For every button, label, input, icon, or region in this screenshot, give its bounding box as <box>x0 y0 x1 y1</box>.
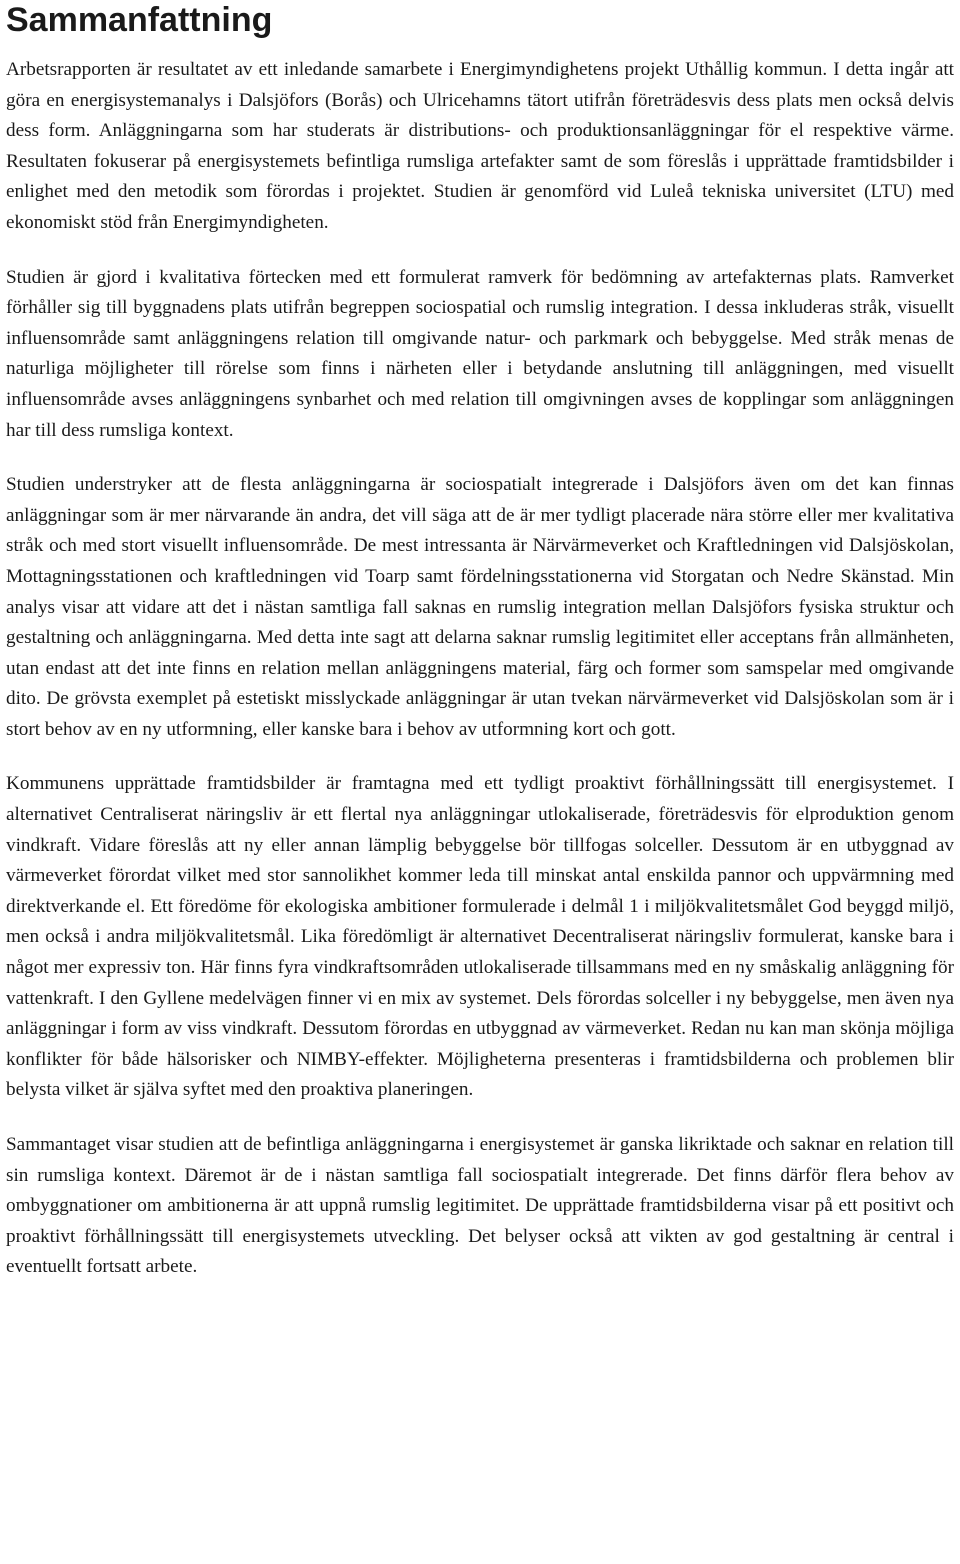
paragraph-3: Studien understryker att de flesta anläggningarna är sociospatialt integrerade i Dalsjöfors även om det kan finnas anläggningar som är mer närvarande än andra, det vill säga att de är mer tydligt placerade nära större eller mer kvalitativa stråk och med stort visuellt influensområde. De mest intressanta är Närvärmeverket och Kraftledningen vid Dalsjöskolan, Mottagningsstationen och kraftledningen vid Toarp samt fördelningsstationerna vid Storgatan och Nedre Skänstad. Min analys visar att vidare att det i nästan samtliga fall saknas en rumslig integration mellan Dalsjöfors fysiska struktur och gestaltning och anläggningarna. Med detta inte sagt att delarna saknar rumslig legitimitet eller acceptans från allmänheten, utan endast att det inte finns en relation mellan anläggningens material, färg och former som samspelar med omgivande dito. De grövsta exemplet på estetiskt misslyckade anläggningar är utan tvekan närvärmeverket vid Dalsjöskolan som är i stort behov av en ny utformning, eller kanske bara i behov av utformning kort och gott. <box>6 474 954 740</box>
paragraph-5: Sammantaget visar studien att de befintliga anläggningarna i energisystemet är ganska likriktade och saknar en relation till sin rumsliga kontext. Däremot är de i nästan samtliga fall sociospatialt integrerade. Det finns därför flera behov av ombyggnationer om ambitionerna är att uppnå rumslig legitimitet. De upprättade framtidsbilderna visar på ett positivt och proaktivt förhållningssätt till energisystemets utveckling. Det belyser också att vikten av god gestaltning är central i eventuellt fortsatt arbete. <box>6 1134 954 1278</box>
page-title: Sammanfattning <box>6 1 273 39</box>
document-page <box>6 0 954 1283</box>
paragraph-2: Studien är gjord i kvalitativa förtecken med ett formulerat ramverk för bedömning av artefakternas plats. Ramverket förhåller sig till byggnadens plats utifrån begreppen sociospatial och rumslig integration. I dessa inkluderas stråk, visuellt influensområde samt anläggningens relation till omgivande natur- och parkmark och bebyggelse. Med stråk menas de naturliga möjligheter till rörelse som finns i närheten eller i betydande anslutning till anläggningen, med visuellt influensområde avses anläggningens synbarhet och med relation till omgivningen avses de kopplingar som anläggningen har till dess rumsliga kontext. <box>6 266 954 441</box>
paragraph-4: Kommunens upprättade framtidsbilder är framtagna med ett tydligt proaktivt förhållningssätt till energisystemet. I alternativet Centraliserat näringsliv är ett flertal nya anläggningar utlokaliserade, företrädesvis för elproduktion genom vindkraft. Vidare föreslås att ny eller annan lämplig bebyggelse bör tillfogas solceller. Dessutom är en utbyggnad av värmeverket förordat vilket med stor sannolikhet kommer leda till minskat antal enskilda pannor och uppvärmning med direktverkande el. Ett föredöme för ekologiska ambitioner formulerade i delmål 1 i miljökvalitetsmålet God beyggd miljö, men också i andra miljökvalitetsmål. Lika föredömligt är alternativet Decentraliserat näringsliv formulerat, kanske bara i något mer expressiv ton. Här finns fyra vindkraftsområden utlokaliserade tillsammans med en ny småskalig anläggning för vattenkraft. I den Gyllene medelvägen finner vi en mix av systemet. Dels förordas solceller i ny bebyggelse, men även nya anläggningar i form av viss vindkraft. Dessutom förordas en utbyggnad av värmeverket. Redan nu kan man skönja möjliga konflikter för både hälsorisker och NIMBY-effekter. Möjligheterna presenteras i framtidsbilderna och problemen blir belysta vilket är själva syftet med den proaktiva planeringen. <box>6 773 954 1101</box>
paragraph-1: Arbetsrapporten är resultatet av ett inledande samarbete i Energimyndighetens projekt Uthållig kommun. I detta ingår att göra en energisystemanalys i Dalsjöfors (Borås) och Ulricehamns tätort utifrån företrädesvis dess plats men också delvis dess form. Anläggningarna som har studerats är distributions- och produktionsanläggningar för el respektive värme. Resultaten fokuserar på energisystemets befintliga rumsliga artefakter samt de som föreslås i upprättade framtidsbilder i enlighet med den metodik som förordas i projektet. Studien är genomförd vid Luleå tekniska universitet (LTU) med ekonomiskt stöd från Energimyndigheten. <box>6 59 954 233</box>
